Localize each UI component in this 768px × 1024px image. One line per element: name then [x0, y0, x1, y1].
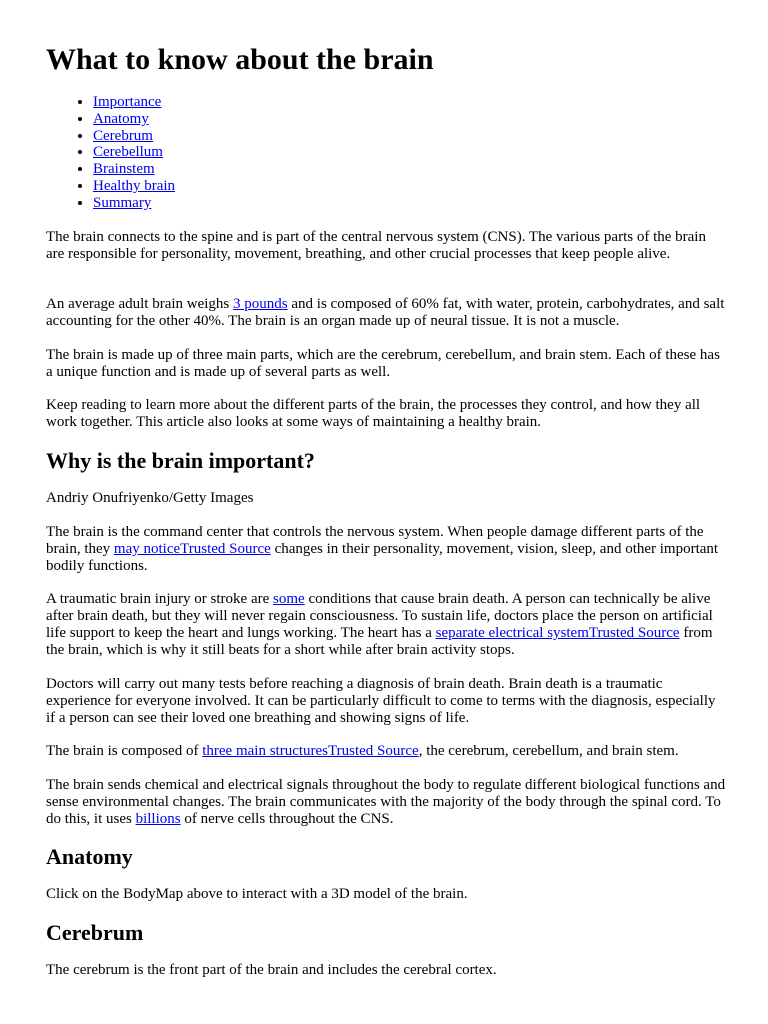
text-span: and is composed of 60% fat, with water, protein, carbohydrates, and salt accounting for the other 40%. The brain is an organ made up of neural tissue. It is not a muscle. — [46, 296, 725, 329]
toc-link-cerebrum[interactable]: Cerebrum — [93, 127, 153, 144]
heading-cerebrum: Cerebrum — [46, 920, 144, 945]
intro-paragraph-3: The brain is made up of three main parts, which are the cerebrum, cerebellum, and brain stem. Each of these has a unique function and is made up of several parts as well. — [46, 347, 720, 380]
text-span: The brain is the command center that controls the nervous system. When people damage different parts of the brain, they — [46, 524, 704, 557]
toc-link-importance[interactable]: Importance — [93, 94, 162, 110]
link-separate-electrical-system[interactable]: separate electrical systemTrusted Source — [435, 625, 680, 641]
toc-link-cerebellum[interactable]: Cerebellum — [93, 144, 163, 161]
importance-paragraph-1 — [46, 524, 726, 575]
text-span: An average adult brain weighs — [46, 296, 234, 312]
toc-item-healthy-brain — [93, 178, 175, 195]
cerebrum-paragraph-1: The cerebrum is the front part of the brain and includes the cerebral cortex. — [46, 962, 497, 978]
link-billions[interactable]: billions — [135, 811, 181, 827]
link-some[interactable]: some — [273, 591, 305, 607]
heading-anatomy: Anatomy — [46, 844, 133, 869]
link-may-notice[interactable]: may noticeTrusted Source — [113, 541, 271, 557]
intro-paragraph-1: The brain connects to the spine and is part of the central nervous system (CNS). The various parts of the brain are responsible for personality, movement, breathing, and other crucial processes that keep people alive. — [46, 229, 706, 262]
text-span: A traumatic brain injury or stroke are — [46, 591, 274, 607]
anatomy-paragraph-1: Click on the BodyMap above to interact with a 3D model of the brain. — [46, 886, 468, 902]
importance-paragraph-5 — [46, 777, 726, 828]
intro-paragraph-2 — [46, 296, 726, 330]
heading-importance: Why is the brain important? — [46, 448, 315, 473]
toc-link-healthy-brain[interactable]: Healthy brain — [93, 177, 176, 194]
toc-link-summary[interactable]: Summary — [93, 194, 152, 211]
toc-item-importance — [93, 94, 175, 111]
toc-item-anatomy — [93, 111, 175, 128]
toc-item-cerebellum — [93, 144, 175, 161]
text-span: from the brain, which is why it still beats for a short while after brain activity stops. — [46, 625, 713, 658]
link-three-main-structures[interactable]: three main structuresTrusted Source — [202, 743, 419, 759]
toc-link-brainstem[interactable]: Brainstem — [93, 161, 155, 178]
text-span: The brain is composed of — [46, 743, 203, 759]
text-span: of nerve cells throughout the CNS. — [180, 811, 394, 827]
toc-item-summary — [93, 195, 175, 212]
importance-paragraph-3: Doctors will carry out many tests before reaching a diagnosis of brain death. Brain death is a traumatic experience for everyone involved. It can be particularly difficult to come to terms with the diagnosis, especially if a person can see their loved one breathing and showing signs of life. — [46, 676, 716, 726]
importance-paragraph-2 — [46, 591, 726, 659]
intro-paragraph-4: Keep reading to learn more about the different parts of the brain, the processes they control, and how they all work together. This article also looks at some ways of maintaining a healthy brain. — [46, 397, 701, 430]
table-of-contents — [46, 94, 175, 212]
toc-item-cerebrum — [93, 128, 175, 145]
text-span: The brain sends chemical and electrical signals throughout the body to regulate different biological functions and sense environmental changes. The brain communicates with the majority of the body through the spinal cord. To do this, it uses — [46, 777, 726, 827]
toc-item-brainstem — [93, 161, 175, 178]
link-3-pounds[interactable]: 3 pounds — [233, 296, 288, 312]
importance-paragraph-4 — [46, 743, 726, 760]
page-title: What to know about the brain — [46, 43, 434, 76]
text-span: conditions that cause brain death. A person can technically be alive after brain death, but they will never regain consciousness. To sustain life, doctors place the person on artificial life support to keep the heart and lungs working. The heart has a — [46, 591, 713, 641]
toc-link-anatomy[interactable]: Anatomy — [93, 110, 149, 127]
text-span: , the cerebrum, cerebellum, and brain stem. — [418, 743, 679, 759]
image-credit: Andriy Onufriyenko/Getty Images — [46, 490, 254, 506]
text-span: changes in their personality, movement, vision, sleep, and other important bodily functions. — [46, 541, 719, 574]
